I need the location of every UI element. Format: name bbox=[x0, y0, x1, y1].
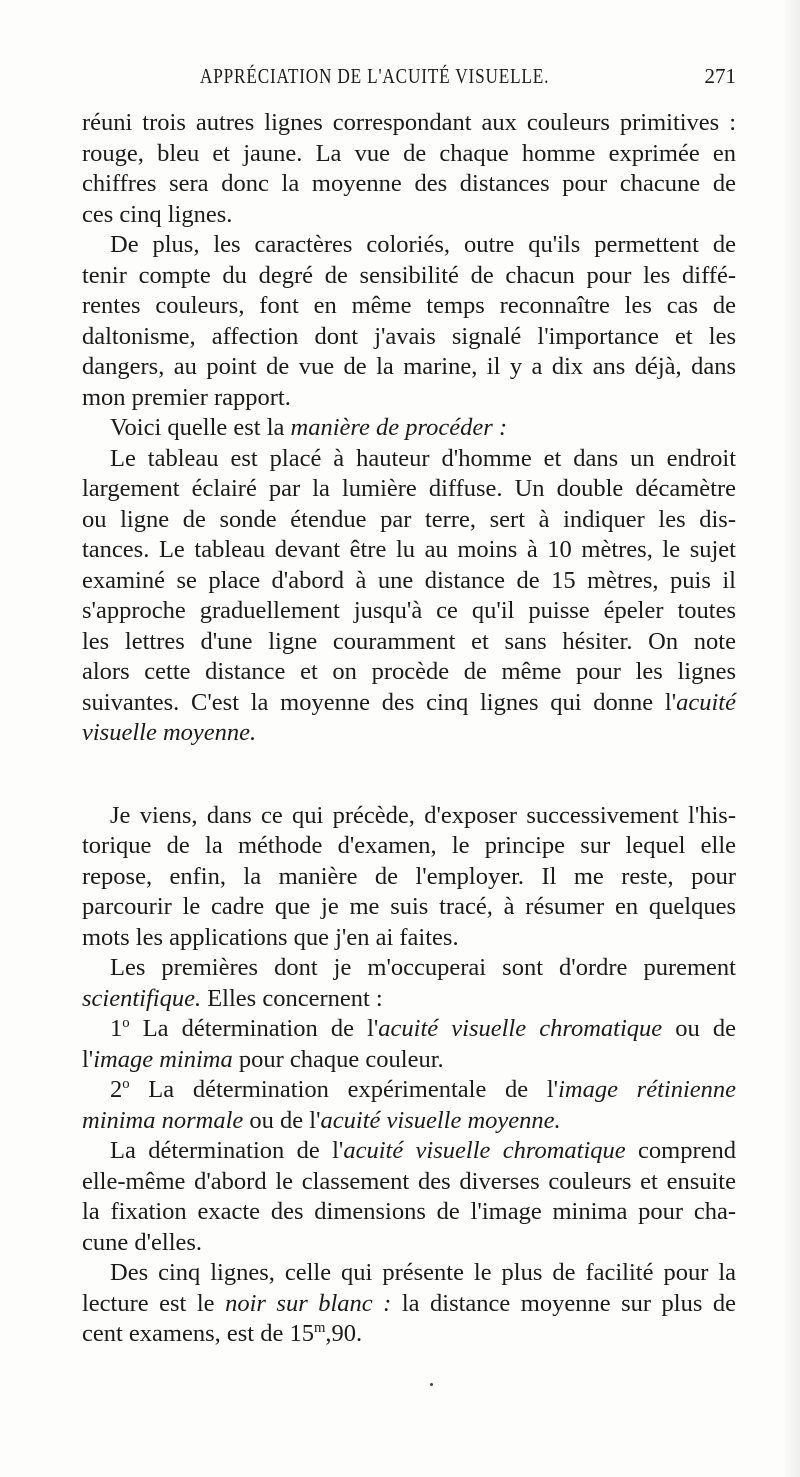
text-line bbox=[82, 984, 736, 1015]
text-line bbox=[82, 413, 736, 444]
italic-run: manière de procéder : bbox=[290, 414, 508, 441]
ordinal-mark: o bbox=[122, 1014, 130, 1031]
item-number: 2 bbox=[110, 1076, 123, 1103]
text-line: dangers, au point de vue de la marine, il y a dix ans déjà, dans bbox=[82, 353, 736, 380]
text-line: chiffres sera donc la moyenne des distances pour chacune de bbox=[82, 170, 736, 197]
text-line: Les premières dont je m'occuperai sont d'ordre purement bbox=[110, 954, 736, 981]
text-run: suivantes. C'est la moyenne des cinq lignes qui donne l' bbox=[82, 688, 677, 716]
text-run: ou de bbox=[662, 1015, 736, 1042]
section-gap bbox=[82, 749, 736, 801]
italic-run: minima normale bbox=[82, 1106, 244, 1134]
item-number: 1 bbox=[110, 1015, 123, 1042]
text-line: tenir compte du degré de sensibilité de chacun pour les diffé- bbox=[82, 261, 736, 289]
text-line: cune d'elles. bbox=[82, 1228, 203, 1256]
italic-run: acuité visuelle moyenne. bbox=[320, 1106, 561, 1134]
page-edge-shadow bbox=[782, 0, 800, 1477]
text-line bbox=[82, 718, 736, 749]
text-run: ,90. bbox=[325, 1320, 363, 1347]
text-line: repose, enfin, la manière de l'employer. Il me reste, pour bbox=[82, 862, 736, 890]
text-run: La détermination de l' bbox=[129, 1015, 379, 1042]
text-line: mots les applications que j'en ai faites. bbox=[82, 923, 459, 951]
text-run: Elles concernent : bbox=[201, 984, 383, 1012]
text-run: La détermination expérimentale de l' bbox=[129, 1076, 559, 1103]
text-line bbox=[82, 1136, 736, 1167]
list-item-line bbox=[82, 1075, 736, 1106]
text-line: Je viens, dans ce qui précède, d'exposer successivement l'his- bbox=[110, 801, 736, 829]
text-run: pour chaque couleur. bbox=[232, 1045, 444, 1073]
text-line: De plus, les caractères coloriés, outre qu'ils permettent de bbox=[110, 231, 736, 258]
text-line: les lettres d'une ligne couramment et sans hésiter. On note bbox=[82, 627, 736, 655]
text-line: Des cinq lignes, celle qui présente le plus de facilité pour la bbox=[110, 1259, 736, 1286]
text-line: examiné se place d'abord à une distance de 15 mètres, puis il bbox=[82, 566, 736, 594]
italic-run: acuité visuelle chromatique bbox=[378, 1015, 663, 1042]
text-run: cent examens, est de 15 bbox=[82, 1320, 314, 1347]
text-line: rentes couleurs, font en même temps reconnaître les cas de bbox=[82, 292, 736, 319]
list-item-line bbox=[82, 1014, 736, 1045]
text-run: La détermination de l' bbox=[110, 1137, 344, 1164]
text-run: la distance moyenne sur plus de bbox=[391, 1289, 737, 1317]
text-line: mon premier rapport. bbox=[82, 383, 291, 411]
text-line: elle-même d'abord le classement des diverses couleurs et ensuite bbox=[82, 1167, 736, 1195]
text-line: Le tableau est placé à hauteur d'homme et dans un endroit bbox=[110, 444, 736, 472]
text-line bbox=[82, 1319, 736, 1350]
text-line: ces cinq lignes. bbox=[82, 200, 233, 228]
text-line: réuni trois autres lignes correspondant aux couleurs primitives : bbox=[82, 109, 736, 136]
text-line: torique de la méthode d'examen, le principe sur lequel elle bbox=[82, 832, 736, 859]
italic-run: scientifique. bbox=[82, 984, 202, 1012]
page-header bbox=[82, 64, 736, 94]
text-run: lecture est le bbox=[82, 1289, 226, 1317]
text-line: parcourir le cadre que je me suis tracé, à résumer en quelques bbox=[82, 893, 736, 920]
text-line: s'approche graduellement jusqu'à ce qu'il puisse épeler toutes bbox=[82, 597, 736, 624]
unit-superscript: m bbox=[313, 1319, 326, 1336]
list-item-line bbox=[82, 1045, 736, 1076]
text-run: ou de l' bbox=[243, 1106, 321, 1134]
text-line: largement éclairé par la lumière diffuse. Un double décamètre bbox=[82, 475, 736, 502]
page-body bbox=[82, 108, 736, 1350]
italic-run: acuité bbox=[676, 688, 736, 716]
print-speck bbox=[430, 1383, 433, 1386]
text-line: ou ligne de sonde étendue par terre, sert à indiquer les dis- bbox=[82, 505, 736, 533]
italic-run: acuité visuelle chromatique bbox=[343, 1137, 626, 1164]
text-line bbox=[82, 1289, 736, 1320]
italic-run: noir sur blanc : bbox=[225, 1289, 392, 1317]
text-line: alors cette distance et on procède de même pour les lignes bbox=[82, 658, 736, 685]
text-line: tances. Le tableau devant être lu au moins à 10 mètres, le sujet bbox=[82, 536, 736, 563]
ordinal-mark: o bbox=[122, 1075, 130, 1092]
list-item-line bbox=[82, 1106, 736, 1137]
text-run: Voici quelle est la bbox=[110, 414, 291, 441]
italic-run: image minima bbox=[93, 1045, 233, 1073]
running-head: APPRÉCIATION DE L'ACUITÉ VISUELLE. bbox=[200, 64, 550, 88]
text-line: daltonisme, affection dont j'avais signalé l'importance et les bbox=[82, 322, 736, 350]
text-line: rouge, bleu et jaune. La vue de chaque homme exprimée en bbox=[82, 139, 736, 167]
text-run: l' bbox=[82, 1045, 94, 1073]
italic-run: visuelle moyenne. bbox=[82, 719, 257, 746]
page-number: 271 bbox=[704, 64, 736, 88]
text-line bbox=[82, 688, 736, 719]
text-line: la fixation exacte des dimensions de l'image minima pour cha- bbox=[82, 1198, 736, 1225]
text-run: comprend bbox=[625, 1137, 736, 1164]
italic-run: image rétinienne bbox=[558, 1076, 736, 1103]
